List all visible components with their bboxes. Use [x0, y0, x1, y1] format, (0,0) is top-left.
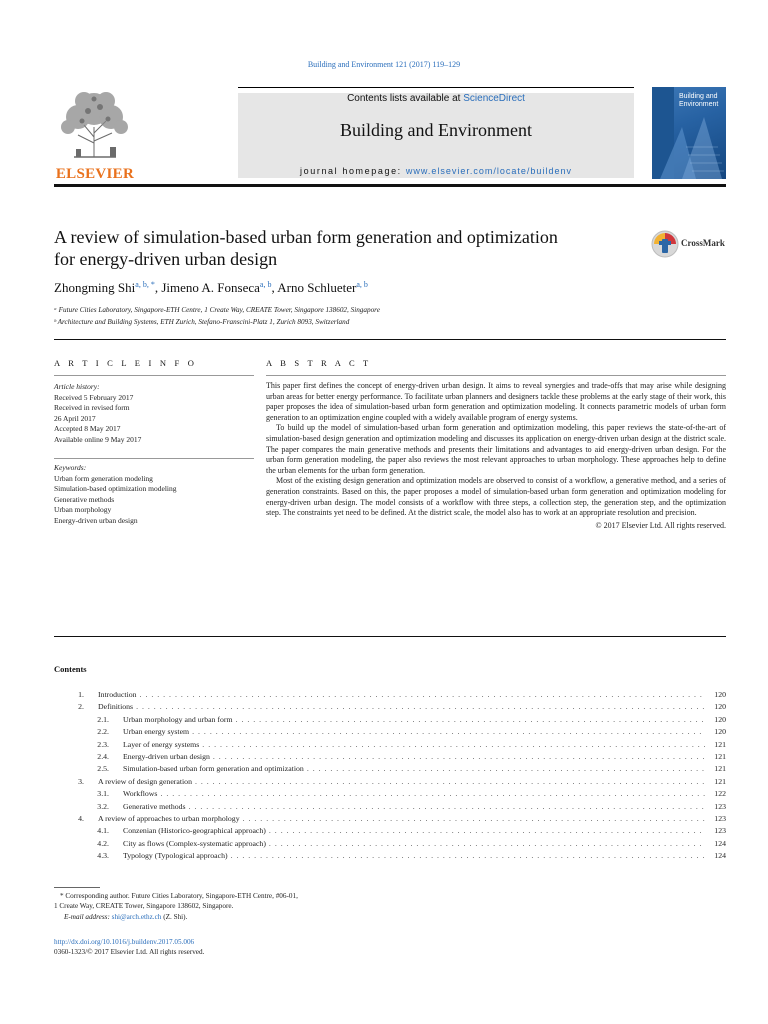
article-info-heading: A R T I C L E I N F O [54, 358, 198, 368]
footnote-line: * Corresponding author. Future Cities Laboratory, Singapore-ETH Centre, #06-01, [60, 892, 298, 900]
history-item: Accepted 8 May 2017 [54, 424, 121, 434]
author-affiliation-marks[interactable]: a, b [356, 280, 368, 289]
toc-entry-number: 4.3. [97, 851, 109, 861]
toc-leader-dots [269, 825, 705, 837]
toc-entry-label[interactable]: A review of design generation [98, 776, 192, 786]
toc-entry[interactable] [54, 776, 726, 788]
toc-entry-number: 3.2. [97, 801, 109, 811]
author-affiliation-marks[interactable]: a, b, * [135, 280, 155, 289]
author-list [54, 280, 368, 296]
footnote-line: 1 Create Way, CREATE Tower, Singapore 138602, Singapore. [54, 902, 234, 911]
journal-header-band [238, 93, 634, 178]
keyword-item: Energy-driven urban design [54, 515, 138, 525]
toc-leader-dots [202, 739, 705, 751]
footnote-email-line [54, 912, 474, 922]
toc-entry[interactable] [54, 825, 726, 837]
abstract-paragraph: To build up the model of simulation-based urban form generation and optimization modeling, this paper reviews the state-of-the-art of simulation-based design generation and optimization modeling and discusses its application on energy-driven urban design at the district scale. The paper compares the main generative methods and presents their limitations and advantages to aid energy-driven urban design. For the urban form generation modeling, the paper also reviews the most relevant approaches to urban morphology. These approaches help to define the urban elements for the urban form generation. [266, 423, 726, 475]
toc-leader-dots [236, 714, 705, 726]
paper-title-line1: A review of simulation-based urban form generation and optimization [54, 227, 558, 247]
abstract-heading: A B S T R A C T [266, 358, 372, 368]
history-item: Received in revised form [54, 403, 130, 413]
toc-entry[interactable] [54, 726, 726, 738]
paper-title-line2: for energy-driven urban design [54, 249, 278, 269]
toc-leader-dots [192, 726, 705, 738]
toc-leader-dots [243, 813, 705, 825]
section-divider [54, 339, 726, 340]
toc-entry[interactable] [54, 850, 726, 862]
author-separator: , [271, 280, 278, 295]
toc-entry-number: 1. [78, 690, 84, 699]
author-name[interactable]: Zhongming Shi [54, 280, 136, 295]
author-affiliation-marks[interactable]: a, b [259, 280, 272, 289]
toc-entry-number: 2.3. [97, 739, 109, 749]
toc-entry[interactable] [54, 788, 726, 800]
toc-entry-number: 2. [78, 702, 84, 712]
toc-entry[interactable] [54, 838, 726, 850]
history-item: Received 5 February 2017 [54, 392, 134, 402]
toc-entry-page[interactable]: 121 [714, 751, 726, 761]
keyword-item: Urban morphology [54, 505, 112, 515]
toc-entry-page[interactable]: 123 [714, 813, 726, 823]
toc-entry-number: 4.1. [97, 826, 109, 836]
history-item: 26 April 2017 [54, 413, 96, 423]
toc-entry[interactable] [54, 751, 726, 763]
toc-entry-number: 2.1. [97, 714, 109, 724]
toc-entry-label[interactable]: City as flows (Complex-systematic approach) [123, 838, 266, 848]
abstract-paragraph: Most of the existing design generation and optimization models are observed to consist of a workflow, a generative method, and a series of generation constraints. Based on this, the paper proposes a model of simulation-based urban form generation and optimization modeling for energy-driven urban design. The model consists of a workflow with three steps, a collection step, the generation step, and the optimization step. The constraints yet need to be defined. At the district scale, the model also has to work at an appropriate resolution and precision. [266, 476, 726, 518]
author-name[interactable]: Jimeno A. Fonseca [161, 280, 260, 295]
keywords-rule [54, 458, 254, 459]
toc-entry-page[interactable]: 121 [714, 776, 726, 786]
email-link[interactable]: shi@arch.ethz.ch [111, 912, 162, 921]
toc-leader-dots [189, 801, 705, 813]
journal-name: Building and Environment [340, 120, 532, 140]
journal-cover-thumbnail[interactable] [652, 87, 726, 179]
contents-divider [54, 636, 726, 637]
toc-entry-label[interactable]: Layer of energy systems [123, 739, 200, 749]
crossmark-label: CrossMark [681, 238, 725, 248]
toc-entry[interactable] [54, 801, 726, 813]
abstract-body [266, 381, 726, 531]
footnote-rule [54, 887, 100, 888]
affiliation-b: ᵇ Architecture and Building Systems, ETH Zurich, Stefano-Franscini-Platz 1, Zurich 8093, Switzerland [54, 318, 350, 326]
toc-leader-dots [195, 776, 705, 788]
header-bottom-rule [54, 184, 726, 187]
abstract-rule [266, 375, 726, 376]
toc-entry[interactable] [54, 739, 726, 751]
toc-entry-label[interactable]: Typology (Typological approach) [123, 851, 228, 861]
affiliation-a: ᵃ Future Cities Laboratory, Singapore-ETH Centre, 1 Create Way, CREATE Tower, Singapore 138602, Singapore [54, 306, 380, 314]
elsevier-wordmark: ELSEVIER [55, 166, 135, 182]
sciencedirect-link[interactable]: ScienceDirect [463, 93, 525, 104]
doi-link[interactable]: http://dx.doi.org/10.1016/j.buildenv.2017.05.006 [54, 938, 195, 946]
cover-title-line1: Building and [679, 93, 718, 100]
email-label: E-mail address: [64, 912, 110, 921]
author-name[interactable]: Arno Schlueter [277, 280, 357, 295]
toc-entry-number: 4. [78, 813, 84, 823]
contents-title: Contents [54, 664, 87, 674]
email-suffix: (Z. Shi). [163, 912, 188, 921]
crossmark-icon [651, 230, 679, 258]
toc-entry-number: 2.5. [97, 764, 109, 774]
toc-entry-page[interactable]: 123 [714, 801, 726, 811]
toc-entry-page[interactable]: 120 [714, 690, 726, 699]
toc-entry-label[interactable]: Workflows [123, 789, 158, 799]
homepage-label: journal homepage: [300, 166, 406, 176]
toc-entry-number: 3.1. [97, 789, 109, 799]
toc-entry-label[interactable]: Simulation-based urban form generation and optimization [123, 764, 304, 774]
abstract-paragraph: This paper first defines the concept of energy-driven urban design. It aims to reveal synergies and trade-offs that may arise while designing urban areas for better energy performance. To facilitate urban planners and designers tackle these problems at the early stage of their work, this paper proposes the idea of simulation-based urban form generation and optimization modeling. It connects parametric models of urban form generation to an optimization engine coupled with a widely available program of energy systems. [266, 381, 726, 422]
toc-entry-number: 4.2. [97, 838, 109, 848]
toc-entry-page[interactable]: 121 [714, 764, 726, 774]
toc-entry-number: 2.2. [97, 727, 109, 737]
toc-entry-page[interactable]: 120 [714, 714, 726, 724]
toc-leader-dots [140, 689, 705, 701]
toc-entry-page[interactable]: 124 [714, 838, 726, 848]
toc-leader-dots [160, 788, 705, 800]
toc-entry-label[interactable]: Generative methods [123, 801, 186, 811]
keyword-item: Urban form generation modeling [54, 473, 153, 483]
toc-leader-dots [231, 850, 705, 862]
keywords-label: Keywords: [54, 463, 87, 472]
toc-leader-dots [269, 838, 705, 850]
toc-entry-page[interactable]: 121 [714, 739, 726, 749]
toc-entry-label[interactable]: Definitions [98, 702, 134, 712]
toc-entry-label[interactable]: Urban energy system [123, 727, 190, 737]
article-info-rule [54, 375, 254, 376]
header-top-rule [238, 87, 634, 88]
toc-entry-label[interactable]: A review of approaches to urban morphology [98, 813, 240, 823]
toc-entry-label[interactable]: Introduction [98, 690, 137, 699]
toc-entry-page[interactable]: 122 [714, 789, 726, 799]
toc-entry-label[interactable]: Urban morphology and urban form [123, 714, 233, 724]
paper-title [54, 226, 644, 270]
keywords-block [54, 463, 254, 527]
toc-entry[interactable] [54, 763, 726, 775]
toc-entry-page[interactable]: 124 [714, 851, 726, 861]
contents-available-text: Contents lists available at [347, 93, 464, 104]
toc-entry-number: 2.4. [97, 751, 109, 761]
keyword-item: Generative methods [54, 494, 115, 504]
crossmark-badge[interactable] [651, 230, 741, 258]
cover-title [679, 93, 718, 109]
toc-entry[interactable] [54, 813, 726, 825]
toc-entry-number: 3. [78, 776, 84, 786]
toc-entry[interactable] [54, 689, 726, 701]
toc-leader-dots [307, 763, 705, 775]
toc-leader-dots [213, 751, 705, 763]
toc-entry[interactable] [54, 701, 726, 713]
toc-entry-label[interactable]: Energy-driven urban design [123, 751, 210, 761]
contents-available-line [238, 93, 634, 104]
journal-homepage-line [238, 166, 634, 176]
history-item: Available online 9 May 2017 [54, 434, 142, 444]
corresponding-author-footnote [54, 891, 474, 922]
homepage-link[interactable]: www.elsevier.com/locate/buildenv [405, 166, 572, 176]
table-of-contents [54, 689, 726, 862]
toc-entry-page[interactable]: 120 [714, 727, 726, 737]
article-history [54, 382, 254, 446]
keyword-item: Simulation-based optimization modeling [54, 484, 177, 494]
toc-entry[interactable] [54, 714, 726, 726]
toc-entry-page[interactable]: 123 [714, 826, 726, 836]
toc-entry-label[interactable]: Conzenian (Historico-geographical approach) [123, 826, 266, 836]
abstract-copyright: © 2017 Elsevier Ltd. All rights reserved. [595, 520, 726, 530]
author-separator: , [154, 280, 162, 295]
issn-line: 0360-1323/© 2017 Elsevier Ltd. All rights reserved. [54, 948, 205, 957]
journal-reference-link[interactable]: Building and Environment 121 (2017) 119–129 [307, 60, 461, 69]
article-history-label: Article history: [54, 382, 100, 391]
doi-block [54, 937, 204, 958]
toc-entry-page[interactable]: 120 [714, 702, 726, 712]
toc-leader-dots [136, 701, 705, 713]
cover-title-line2: Environment [679, 101, 719, 108]
